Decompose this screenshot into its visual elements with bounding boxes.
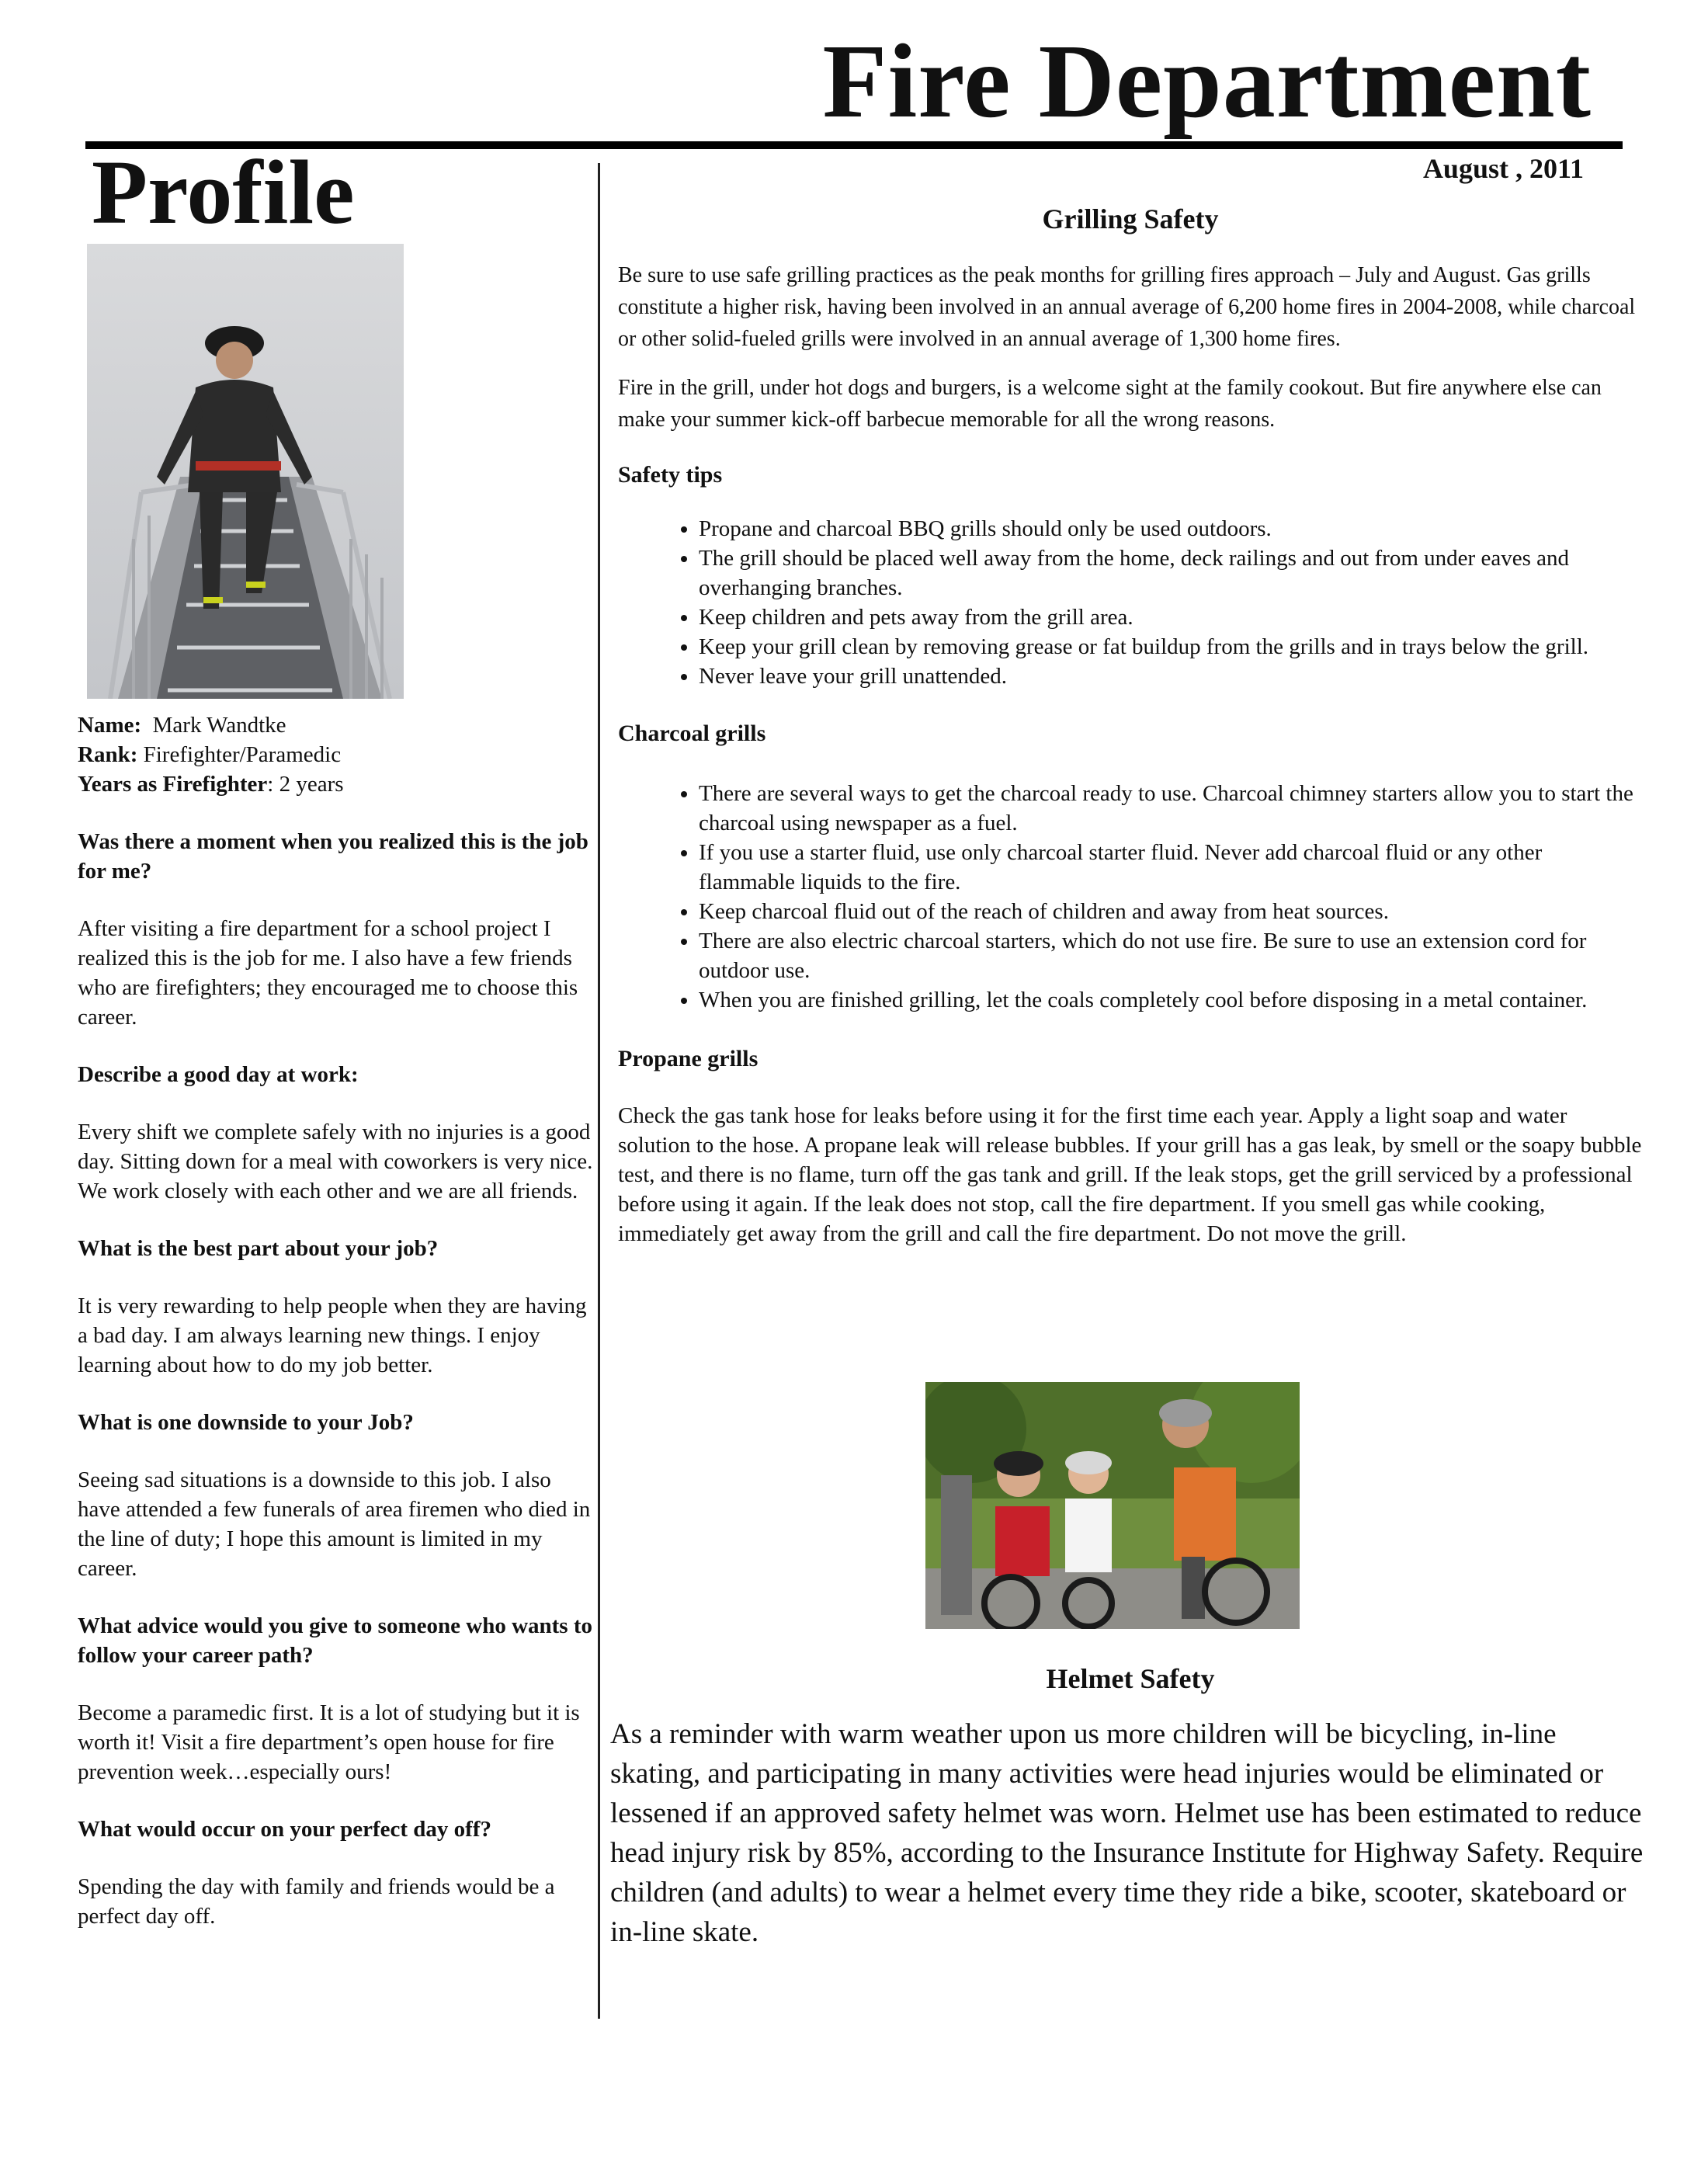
list-item: • When you are finished grilling, let the coals completely cool before disposing in a metal container. bbox=[699, 985, 1643, 1015]
list-item: • If you use a starter fluid, use only charcoal starter fluid. Never add charcoal fluid or any other flammable liquids to the fire. bbox=[699, 838, 1643, 897]
grilling-intro-2: Fire in the grill, under hot dogs and burgers, is a welcome sight at the family cookout. But fire anywhere else can make your summer kick-off barbecue memorable for all the wrong reasons. bbox=[618, 376, 1602, 432]
interview-answer: Every shift we complete safely with no injuries is a good day. Sitting down for a meal with coworkers is very nice. We work closely with each other and we are all friends. bbox=[78, 1120, 593, 1203]
issue-date: August , 2011 bbox=[1422, 153, 1584, 184]
profile-name-line bbox=[78, 710, 595, 740]
helmet-title: Helmet Safety bbox=[1046, 1663, 1215, 1694]
firefighter-photo bbox=[87, 244, 404, 699]
interview-answer: Spending the day with family and friends would be a perfect day off. bbox=[78, 1874, 555, 1929]
name-value: Mark Wandtke bbox=[152, 713, 286, 738]
list-item: • Never leave your grill unattended. bbox=[699, 662, 1643, 691]
years-label: Years as Firefighter bbox=[78, 772, 268, 797]
years-value: : 2 years bbox=[267, 772, 344, 797]
profile-column bbox=[78, 710, 595, 1931]
list-item: • The grill should be placed well away from the home, deck railings and out from under eaves and overhanging branches. bbox=[699, 544, 1643, 603]
list-item: • There are also electric charcoal starters, which do not use fire. Be sure to use an extension cord for outdoor use. bbox=[699, 926, 1643, 985]
masthead-title: Fire Department bbox=[822, 23, 1592, 140]
profile-years-line bbox=[78, 769, 595, 799]
interview-question: What is the best part about your job? bbox=[78, 1236, 439, 1261]
list-item: • Keep charcoal fluid out of the reach of children and away from heat sources. bbox=[699, 897, 1643, 926]
list-item: • Keep your grill clean by removing grease or fat buildup from the grills and in trays below the grill. bbox=[699, 632, 1643, 662]
interview-question: What would occur on your perfect day off? bbox=[78, 1817, 491, 1842]
charcoal-heading: Charcoal grills bbox=[618, 721, 766, 746]
interview-answer: Become a paramedic first. It is a lot of studying but it is worth it! Visit a fire department’s open house for fire prevention week…especially ours! bbox=[78, 1700, 580, 1784]
grilling-title: Grilling Safety bbox=[1042, 203, 1219, 234]
interview-answer: After visiting a fire department for a school project I realized this is the job for me. I also have a few friends who are firefighters; they encouraged me to choose this career. bbox=[78, 916, 578, 1030]
list-item: • Propane and charcoal BBQ grills should only be used outdoors. bbox=[699, 514, 1643, 544]
name-label: Name: bbox=[78, 713, 142, 738]
grilling-article bbox=[618, 200, 1643, 1248]
safety-tips-heading: Safety tips bbox=[618, 462, 723, 488]
interview-question: Was there a moment when you realized this is the job for me? bbox=[78, 829, 588, 884]
propane-text: Check the gas tank hose for leaks before using it for the first time each year. Apply a light soap and water solution to the hose. A propane leak will release bubbles. If your grill has a gas leak, by smell or the soapy bubble test, and there is no flame, turn off the gas tank and grill. If the leak stops, get the grill serviced by a professional before using it again. If the leak does not stop, call the fire department. If you smell gas while cooking, immediately get away from the grill and call the fire department. Do not move the grill. bbox=[618, 1103, 1642, 1246]
interview-question: Describe a good day at work: bbox=[78, 1062, 359, 1087]
rank-label: Rank: bbox=[78, 742, 138, 767]
list-item: • There are several ways to get the charcoal ready to use. Charcoal chimney starters allow you to start the charcoal using newspaper as a fuel. bbox=[699, 779, 1643, 838]
charcoal-tips-list bbox=[618, 779, 1643, 1015]
column-divider bbox=[598, 163, 600, 2019]
list-item: • Keep children and pets away from the grill area. bbox=[699, 603, 1643, 632]
profile-section-title: Profile bbox=[92, 141, 355, 243]
interview-question: What is one downside to your Job? bbox=[78, 1410, 414, 1435]
safety-tips-list bbox=[618, 514, 1643, 691]
rank-value: Firefighter/Paramedic bbox=[143, 742, 342, 767]
grilling-intro-1: Be sure to use safe grilling practices as the peak months for grilling fires approach – July and August. Gas grills constitute a higher risk, having been involved in an annual average of 6,200 home fires in 2004-2008, while charcoal or other solid-fueled grills were involved in an annual average of 1,300 home fires. bbox=[618, 263, 1636, 351]
helmet-text: As a reminder with warm weather upon us more children will be bicycling, in-line skating, and participating in many activities were head injuries would be eliminated or lessened if an approved safety helmet was worn. Helmet use has been estimated to reduce head injury risk by 85%, according to the Insurance Institute for Highway Safety. Require children (and adults) to wear a helmet every time they ride a bike, scooter, skateboard or in-line skate. bbox=[610, 1718, 1644, 1948]
kids-helmet-photo bbox=[925, 1382, 1300, 1629]
interview-answer: Seeing sad situations is a downside to this job. I also have attended a few funerals of area firemen who died in the line of duty; I hope this amount is limited in my career. bbox=[78, 1467, 591, 1581]
profile-rank-line bbox=[78, 740, 595, 769]
interview-answer: It is very rewarding to help people when they are having a bad day. I am always learning new things. I enjoy learning about how to do my job better. bbox=[78, 1294, 587, 1377]
propane-heading: Propane grills bbox=[618, 1046, 759, 1071]
interview-question: What advice would you give to someone who wants to follow your career path? bbox=[78, 1613, 592, 1668]
